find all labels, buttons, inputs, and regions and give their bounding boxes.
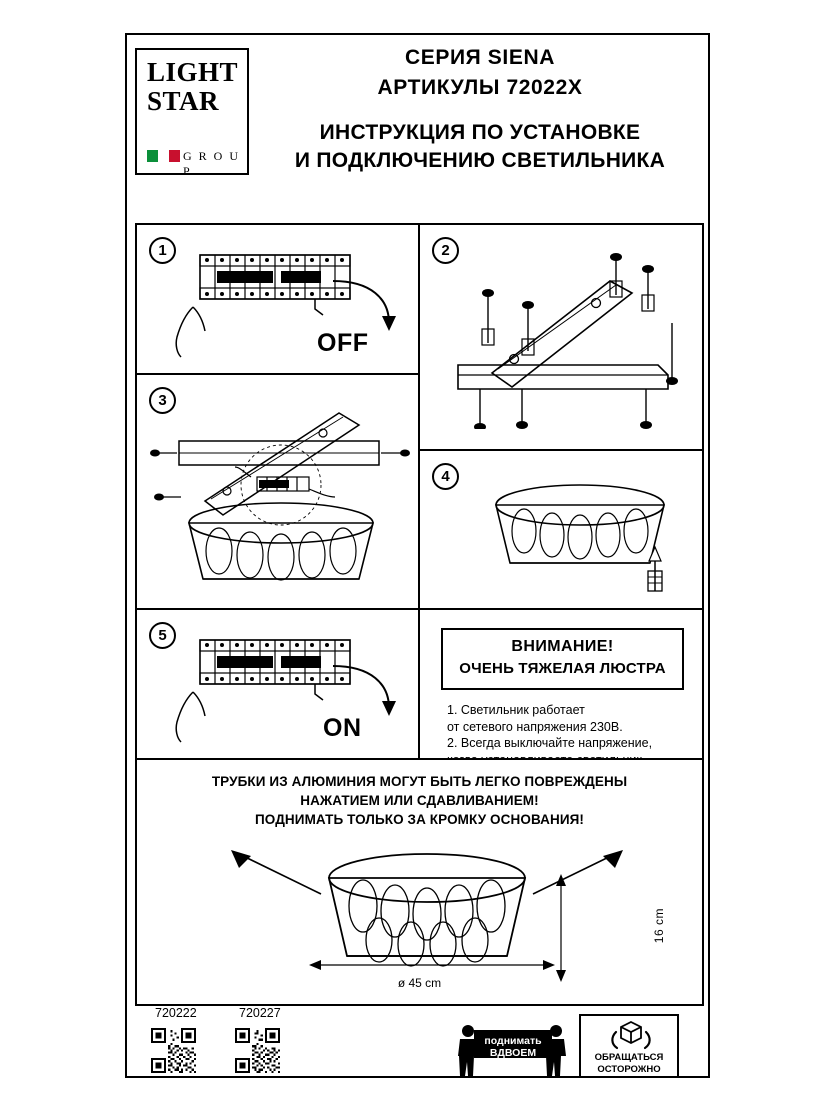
step-3-badge: 3: [149, 387, 176, 414]
document-border: [125, 33, 710, 1078]
step-5-caption: ON: [323, 714, 362, 742]
diameter-dimension-line: [307, 956, 557, 974]
product-code-1: 720222: [155, 1006, 197, 1020]
step-1-panel: [135, 223, 420, 375]
fragile-line-2: ОСТОРОЖНО: [597, 1063, 661, 1075]
right-pointer-arrow-icon: [529, 846, 629, 898]
lift-line-2: ВДВОЕМ: [489, 1047, 537, 1059]
document-footer: [127, 1006, 708, 1078]
fixture-assembly-icon: [147, 393, 417, 608]
steps-grid: [127, 35, 708, 1076]
lift-line-1: поднимать: [484, 1035, 542, 1047]
note-1-line-2: от сетевого напряжения 230В.: [447, 719, 623, 734]
instruction-title-line-2: И ПОДКЛЮЧЕНИЮ СВЕТИЛЬНИКА: [294, 149, 666, 172]
step-2-panel: [418, 223, 704, 451]
lamp-insert-arrow-icon: [635, 537, 675, 601]
step-2-badge: 2: [432, 237, 459, 264]
mounting-bracket-icon: [436, 247, 692, 429]
diameter-dimension-label: ø 45 cm: [397, 976, 442, 990]
left-pointer-arrow-icon: [225, 846, 325, 898]
handle-with-care-icon: [608, 1019, 654, 1051]
step-5-panel: [135, 608, 420, 760]
warning-panel: [418, 608, 704, 760]
step-3-panel: [135, 373, 420, 610]
caution-text: [137, 772, 702, 829]
caution-line-3: ПОДНИМАТЬ ТОЛЬКО ЗА КРОМКУ ОСНОВАНИЯ!: [254, 812, 585, 827]
hand-icon: [165, 688, 225, 743]
product-code-2: 720227: [239, 1006, 281, 1020]
step-1-badge: 1: [149, 237, 176, 264]
fragile-line-1: ОБРАЩАТЬСЯ: [594, 1052, 664, 1063]
caution-line-2: НАЖАТИЕМ ИЛИ СДАВЛИВАНИЕМ!: [300, 793, 539, 808]
logo-line-2: STAR: [147, 86, 220, 116]
step-5-badge: 5: [149, 622, 176, 649]
two-person-lift-icon: [452, 1024, 572, 1078]
article-code: АРТИКУЛЫ 72022X: [377, 76, 583, 99]
qr-code-720222: [151, 1028, 196, 1073]
warning-subtitle: ОЧЕНЬ ТЯЖЕЛАЯ ЛЮСТРА: [459, 660, 666, 677]
note-1-line-1: 1. Светильник работает: [447, 703, 585, 717]
note-2-line-1: 2. Всегда выключайте напряжение,: [447, 736, 653, 750]
warning-title: ВНИМАНИЕ!: [511, 638, 614, 655]
lift-sign-text: [480, 1035, 546, 1059]
instruction-title-line-1: ИНСТРУКЦИЯ ПО УСТАНОВКЕ: [319, 121, 641, 144]
hand-icon: [165, 303, 225, 358]
step-1-caption: OFF: [317, 329, 369, 357]
caution-line-1: ТРУБКИ ИЗ АЛЮМИНИЯ МОГУТ БЫТЬ ЛЕГКО ПОВРЕЖДЕНЫ: [211, 774, 628, 789]
step-4-panel: [418, 449, 704, 610]
logo-subtitle: G R O U P: [183, 149, 241, 178]
logo-line-1: LIGHT: [147, 57, 239, 87]
step-4-badge: 4: [432, 463, 459, 490]
warning-box: [441, 628, 684, 690]
handle-with-care-badge: [579, 1014, 679, 1078]
qr-code-720227: [235, 1028, 280, 1073]
dimensions-panel: [135, 758, 704, 1006]
handle-with-care-text: [581, 1052, 677, 1075]
series-name: СЕРИЯ SIENA: [405, 46, 555, 69]
product-dimensions-icon: [317, 838, 537, 998]
height-dimension-label: 16 cm: [652, 908, 666, 944]
